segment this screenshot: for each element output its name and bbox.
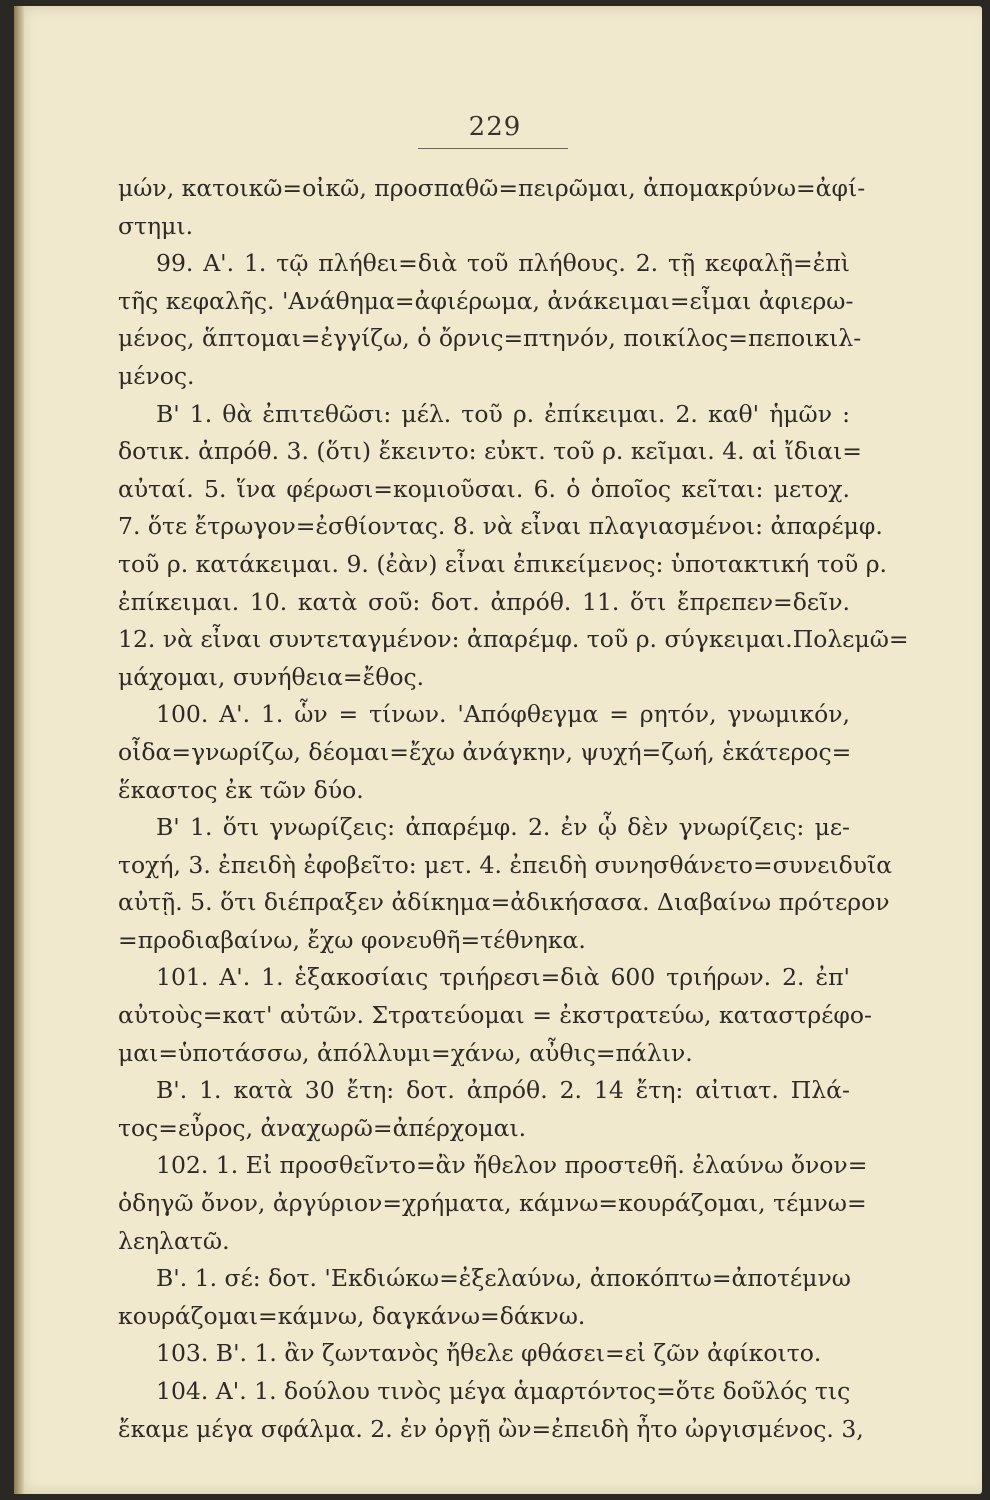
text-line: αὐτῇ. 5. ὅτι διέπραξεν ἀδίκημα=ἀδικήσασα. Διαβαίνω πρότερον xyxy=(118,888,890,917)
text-line: μένος. xyxy=(118,361,195,390)
text-line: μών, κατοικῶ=οἰκῶ, προσπαθῶ=πειρῶμαι, ἀπομακρύνω=ἀφί- xyxy=(118,174,866,202)
text-line: ὁδηγῶ ὄνον, ἀργύριον=χρήματα, κάμνω=κουράζομαι, τέμνω= xyxy=(118,1189,867,1218)
text-line: ἐπίκειμαι. 10. κατὰ σοῦ: δοτ. ἀπρόθ. 11. ὅτι ἔπρεπεν=δεῖν. xyxy=(118,587,850,616)
text-line: 103. Β'. 1. ἂν ζωντανὸς ἤθελε φθάσει=εἰ ζῶν ἀφίκοιτο. xyxy=(156,1339,822,1368)
text-line: αὐτοὺς=κατ' αὐτῶν. Στρατεύομαι = ἐκστρατεύω, καταστρέφο- xyxy=(118,1001,872,1030)
text-line: ἔκαμε μέγα σφάλμα. 2. ἐν ὀργῇ ὢν=ἐπειδὴ ἦτο ὠργισμένος. 3, xyxy=(118,1414,864,1443)
text-line: 99. Α'. 1. τῷ πλήθει=διὰ τοῦ πλήθους. 2. τῇ κεφαλῇ=ἐπὶ xyxy=(156,249,850,278)
text-line: κουράζομαι=κάμνω, δαγκάνω=δάκνω. xyxy=(118,1301,586,1330)
text-line: Β' 1. θὰ ἐπιτεθῶσι: μέλ. τοῦ ρ. ἐπίκειμαι. 2. καθ' ἡμῶν : xyxy=(156,399,850,428)
text-line: τοχή, 3. ἐπειδὴ ἐφοβεῖτο: μετ. 4. ἐπειδὴ συνησθάνετο=συνειδυῖα xyxy=(118,850,893,879)
text-line: αὐταί. 5. ἵνα φέρωσι=κομιοῦσαι. 6. ὁ ὁποῖος κεῖται: μετοχ. xyxy=(118,474,850,503)
text-line: στημι. xyxy=(118,211,194,240)
body-text xyxy=(118,170,909,1448)
page-number-rule xyxy=(418,148,568,149)
page-spine-shadow xyxy=(14,6,24,1494)
text-line: Β'. 1. σέ: δοτ. 'Εκδιώκω=ἐξελαύνω, ἀποκόπτω=ἀποτέμνω xyxy=(156,1264,851,1293)
text-line: 102. 1. Εἰ προσθεῖντο=ἂν ἤθελον προστεθῆ. ἐλαύνω ὄνον= xyxy=(156,1151,868,1180)
text-line: ἕκαστος ἐκ τῶν δύο. xyxy=(118,775,364,804)
text-line: μάχομαι, συνήθεια=ἔθος. xyxy=(118,662,425,691)
text-line: 7. ὅτε ἔτρωγον=ἐσθίοντας. 8. νὰ εἶναι πλαγιασμένοι: ἀπαρέμφ. xyxy=(118,512,883,541)
text-line: λεηλατῶ. xyxy=(118,1226,230,1255)
text-line: οἶδα=γνωρίζω, δέομαι=ἔχω ἀνάγκην, ψυχή=ζωή, ἑκάτερος= xyxy=(118,737,852,766)
text-line: 101. Α'. 1. ἑξακοσίαις τριήρεσι=διὰ 600 τριήρων. 2. ἐπ' xyxy=(156,963,850,992)
text-line: μαι=ὑποτάσσω, ἀπόλλυμι=χάνω, αὖθις=πάλιν. xyxy=(118,1038,693,1067)
text-line: τοῦ ρ. κατάκειμαι. 9. (ἐὰν) εἶναι ἐπικείμενος: ὑποτακτική τοῦ ρ. xyxy=(118,549,888,578)
text-line: Β'. 1. κατὰ 30 ἔτη: δοτ. ἀπρόθ. 2. 14 ἔτη: αἰτιατ. Πλά- xyxy=(156,1076,850,1105)
text-line: Β' 1. ὅτι γνωρίζεις: ἀπαρέμφ. 2. ἐν ᾧ δὲν γνωρίζεις: με- xyxy=(156,813,850,842)
text-line: 12. νὰ εἶναι συντεταγμένον: ἀπαρέμφ. τοῦ ρ. σύγκειμαι.Πολεμῶ= xyxy=(118,625,909,654)
text-line: τῆς κεφαλῆς. 'Ανάθημα=ἀφιέρωμα, ἀνάκειμαι=εἶμαι ἀφιερω- xyxy=(118,286,854,315)
text-line: μένος, ἅπτομαι=ἐγγίζω, ὁ ὄρνις=πτηνόν, ποικίλος=πεποικιλ- xyxy=(118,324,862,353)
text-line: 100. Α'. 1. ὧν = τίνων. 'Απόφθεγμα = ρητόν, γνωμικόν, xyxy=(156,700,850,729)
text-line: τος=εὖρος, ἀναχωρῶ=ἀπέρχομαι. xyxy=(118,1113,527,1142)
text-line: =προδιαβαίνω, ἔχω φονευθῆ=τέθνηκα. xyxy=(118,925,586,954)
text-line: δοτικ. ἀπρόθ. 3. (ὅτι) ἔκειντο: εὐκτ. τοῦ ρ. κεῖμαι. 4. αἱ ἴδιαι= xyxy=(118,437,862,466)
text-line: 104. Α'. 1. δούλου τινὸς μέγα ἁμαρτόντος=ὅτε δοῦλός τις xyxy=(156,1377,851,1405)
page-number: 229 xyxy=(468,112,522,142)
